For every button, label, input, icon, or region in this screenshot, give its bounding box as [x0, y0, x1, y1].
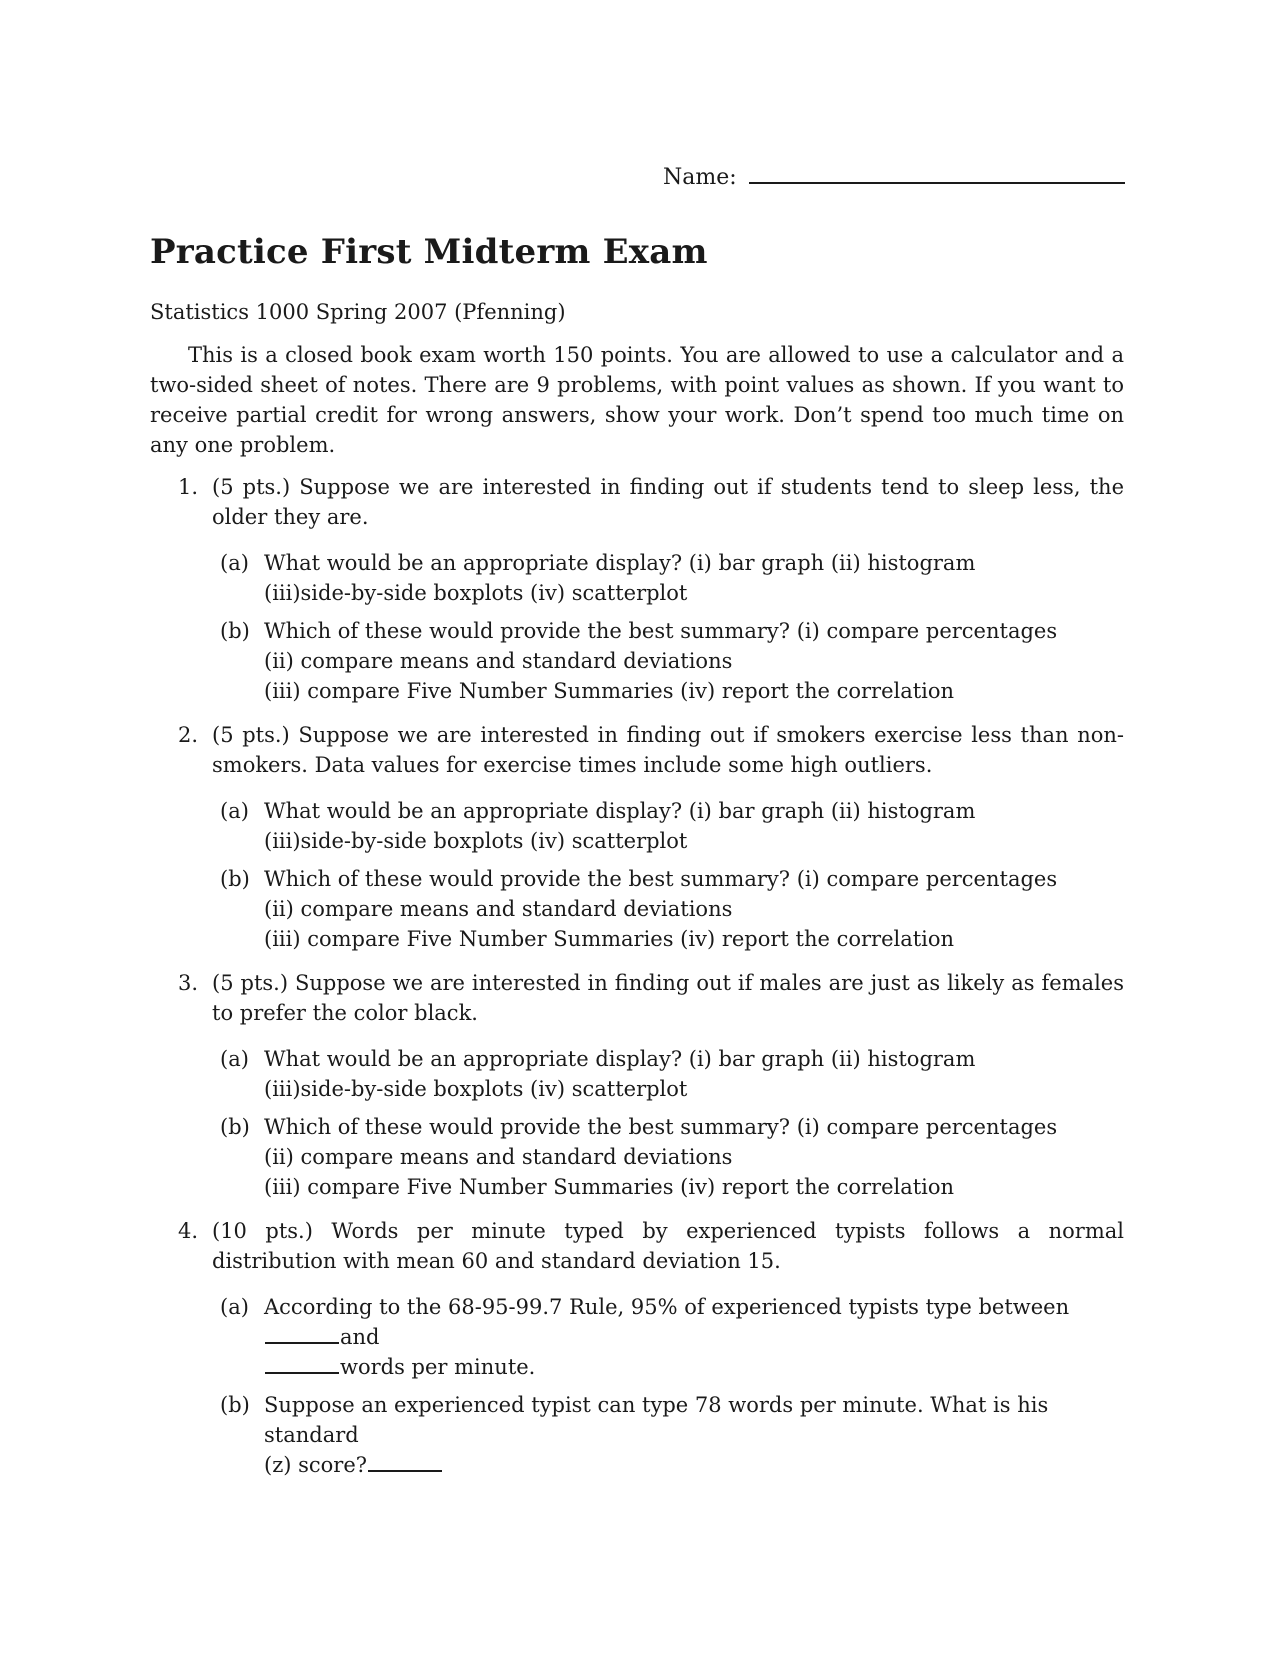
part-text: (z) score?: [264, 1453, 368, 1477]
part-b: [212, 616, 1124, 706]
problem-parts: [212, 1292, 1124, 1480]
name-blank-line[interactable]: [749, 160, 1125, 184]
answer-blank-upper[interactable]: [265, 1352, 339, 1374]
page-title: Practice First Midterm Exam: [150, 232, 708, 272]
part-label: (b): [220, 619, 250, 643]
part-label: (a): [220, 551, 249, 575]
part-line: What would be an appropriate display? (i) bar graph (ii) histogram: [264, 1047, 976, 1071]
part-b: [212, 1390, 1124, 1480]
problem-parts: [212, 1044, 1124, 1202]
problem-number: 3.: [178, 971, 199, 995]
problem-number: 2.: [178, 723, 199, 747]
course-subtitle: Statistics 1000 Spring 2007 (Pfenning): [150, 300, 566, 324]
problem-parts: [212, 796, 1124, 954]
problem-number: 1.: [178, 475, 199, 499]
part-a: [212, 548, 1124, 608]
problem-text: (5 pts.) Suppose we are interested in finding out if students tend to sleep less, the older they are.: [212, 475, 1124, 529]
problem-text: (5 pts.) Suppose we are interested in finding out if smokers exercise less than non-smokers. Data values for exercise times include some high outliers.: [212, 723, 1124, 777]
problem-3: [150, 968, 1124, 1202]
part-a: [212, 796, 1124, 856]
part-line: What would be an appropriate display? (i) bar graph (ii) histogram: [264, 799, 976, 823]
answer-blank-z-score[interactable]: [368, 1450, 442, 1472]
part-text: According to the 68-95-99.7 Rule, 95% of experienced typists type between: [264, 1295, 1070, 1319]
part-line: Which of these would provide the best summary? (i) compare percentages: [264, 1115, 1058, 1139]
answer-blank-lower[interactable]: [265, 1322, 339, 1344]
part-line: (ii) compare means and standard deviations: [264, 649, 733, 673]
part-b: [212, 864, 1124, 954]
part-line: Suppose an experienced typist can type 78 words per minute. What is his standard: [264, 1393, 1049, 1447]
part-b: [212, 1112, 1124, 1202]
part-line: (iii) compare Five Number Summaries (iv) report the correlation: [264, 679, 955, 703]
part-label: (a): [220, 1295, 249, 1319]
name-field-row: [663, 160, 1125, 192]
part-label: (b): [220, 867, 250, 891]
part-line: [264, 1450, 1124, 1480]
problem-1: [150, 472, 1124, 706]
part-label: (a): [220, 799, 249, 823]
part-line: Which of these would provide the best summary? (i) compare percentages: [264, 867, 1058, 891]
exam-instructions: This is a closed book exam worth 150 points. You are allowed to use a calculator and a two-sided sheet of notes. There are 9 problems, with point values as shown. If you want to receive partial credit for wrong answers, show your work. Don’t spend too much time on any one problem.: [150, 343, 1124, 457]
problem-number: 4.: [178, 1219, 199, 1243]
part-line: [264, 1292, 1124, 1352]
and-word: and: [340, 1325, 380, 1349]
part-line: [264, 1352, 1124, 1382]
part-label: (b): [220, 1115, 250, 1139]
part-line: (ii) compare means and standard deviations: [264, 897, 733, 921]
part-line: Which of these would provide the best summary? (i) compare percentages: [264, 619, 1058, 643]
name-label: Name:: [663, 165, 737, 190]
part-line: (iii) compare Five Number Summaries (iv) report the correlation: [264, 927, 955, 951]
part-label: (a): [220, 1047, 249, 1071]
problem-2: [150, 720, 1124, 954]
part-line: (iii)side-by-side boxplots (iv) scatterplot: [264, 829, 688, 853]
part-a: [212, 1292, 1124, 1382]
part-text: words per minute.: [340, 1355, 536, 1379]
part-line: (iii) compare Five Number Summaries (iv) report the correlation: [264, 1175, 955, 1199]
part-line: What would be an appropriate display? (i) bar graph (ii) histogram: [264, 551, 976, 575]
problem-parts: [212, 548, 1124, 706]
part-line: (iii)side-by-side boxplots (iv) scatterplot: [264, 581, 688, 605]
part-label: (b): [220, 1393, 250, 1417]
problem-4: [150, 1216, 1124, 1480]
part-a: [212, 1044, 1124, 1104]
problem-text: (10 pts.) Words per minute typed by experienced typists follows a normal distribution with mean 60 and standard deviation 15.: [212, 1219, 1124, 1273]
problem-text: (5 pts.) Suppose we are interested in finding out if males are just as likely as females to prefer the color black.: [212, 971, 1124, 1025]
problem-list: [150, 472, 1124, 1488]
part-line: (ii) compare means and standard deviations: [264, 1145, 733, 1169]
part-line: (iii)side-by-side boxplots (iv) scatterplot: [264, 1077, 688, 1101]
